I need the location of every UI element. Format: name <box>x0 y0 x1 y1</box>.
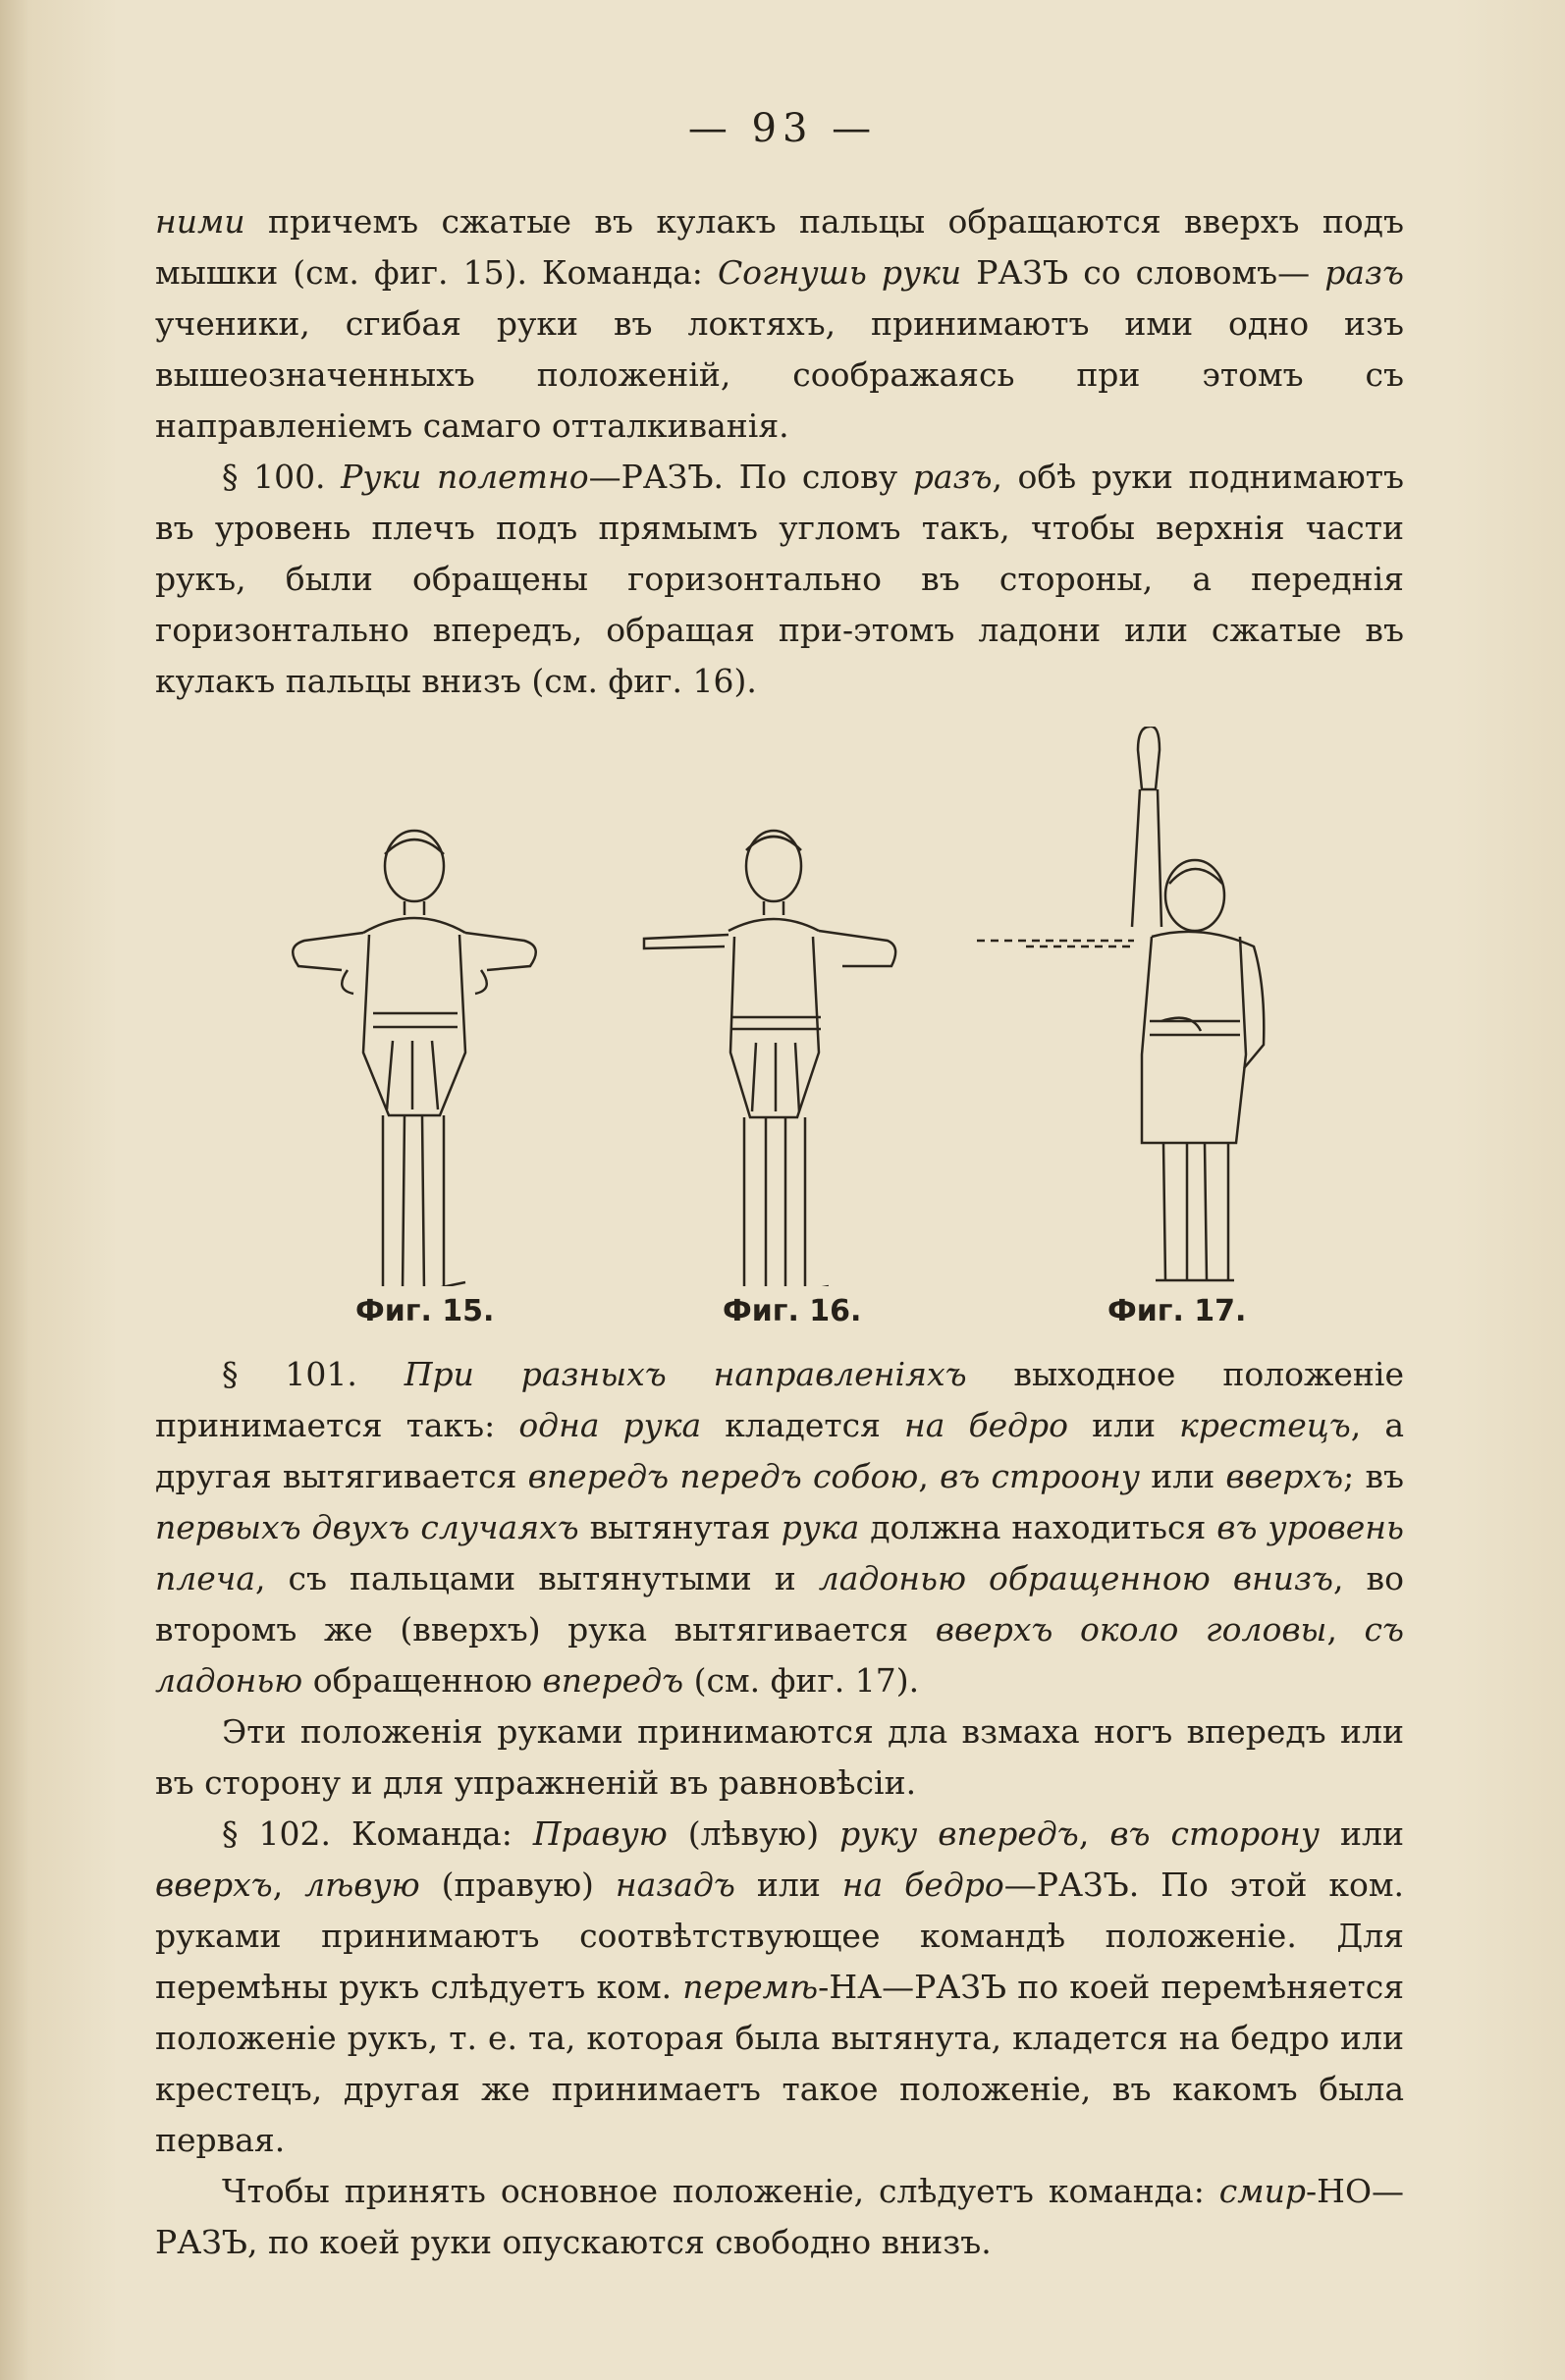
paragraph-basic-position: Чтобы принять основное положеніе, слѣдуетъ команда: смир-НО— РАЗЪ, по коей руки опускаются свободно внизъ. <box>155 2172 1404 2261</box>
page-number: — 93 — <box>687 106 878 151</box>
paragraph-positions: Эти положенія руками принимаются дла взмаха ногъ впередъ или въ сторону и для упражненій въ равновѣсіи. <box>155 1712 1404 1802</box>
figure-17-caption: Фиг. 17. <box>1107 1294 1247 1328</box>
bottom-text-block <box>155 1349 1404 2268</box>
figures-row <box>0 727 1565 1335</box>
figure-17-drawing <box>977 727 1311 1286</box>
figure-16-caption: Фиг. 16. <box>723 1294 862 1328</box>
figure-15-drawing <box>275 825 569 1286</box>
paragraph-100: § 100. Руки полетно—РАЗЪ. По слову разъ, обѣ руки поднимаютъ въ уровень плечъ подъ прямымъ угломъ такъ, чтобы верхнія части рукъ, были обращены горизонтально въ стороны, а переднія горизонтально впередъ, обращая при-этомъ ладони или сжатые въ кулакъ пальцы внизъ (см. фиг. 16). <box>155 458 1404 700</box>
paragraph-continuation: ними причемъ сжатые въ кулакъ пальцы обращаются вверхъ подъ мышки (см. фиг. 15). Команда: Согнушь руки РАЗЪ со словомъ— разъ ученики, сгибая руки въ локтяхъ, принимаютъ ими одно изъ вышеозначенныхъ положеній, соображаясь при этомъ съ направленіемъ самаго отталкиванія. <box>155 202 1404 445</box>
figure-16-drawing <box>638 825 913 1286</box>
paragraph-102: § 102. Команда: Правую (лѣвую) руку впередъ, въ сторону или вверхъ, лѣвую (правую) назадъ или на бедро—РАЗЪ. По этой ком. руками принимаютъ соотвѣтствующее командѣ положеніе. Для перемѣны рукъ слѣдуетъ ком. перемѣ-НА—РАЗЪ по коей перемѣняется положеніе рукъ, т. е. та, которая была вытянута, кладется на бедро или крестецъ, другая же принимаетъ такое положеніе, въ какомъ была первая. <box>155 1814 1405 2159</box>
top-text-block <box>155 196 1404 707</box>
figure-15-caption: Фиг. 15. <box>355 1294 495 1328</box>
paragraph-101: § 101. При разныхъ направленіяхъ выходное положеніе принимается такъ: одна рука кладется на бедро или крестецъ, а другая вытягивается впередъ передъ собою, въ строону или вверхъ; въ первыхъ двухъ случаяхъ вытянутая рука должна находиться въ уровень плеча, съ пальцами вытянутыми и ладонью обращенною внизъ, во второмъ же (вверхъ) рука вытягивается вверхъ около головы, съ ладонью обращенною впередъ (см. фиг. 17). <box>155 1355 1405 1700</box>
